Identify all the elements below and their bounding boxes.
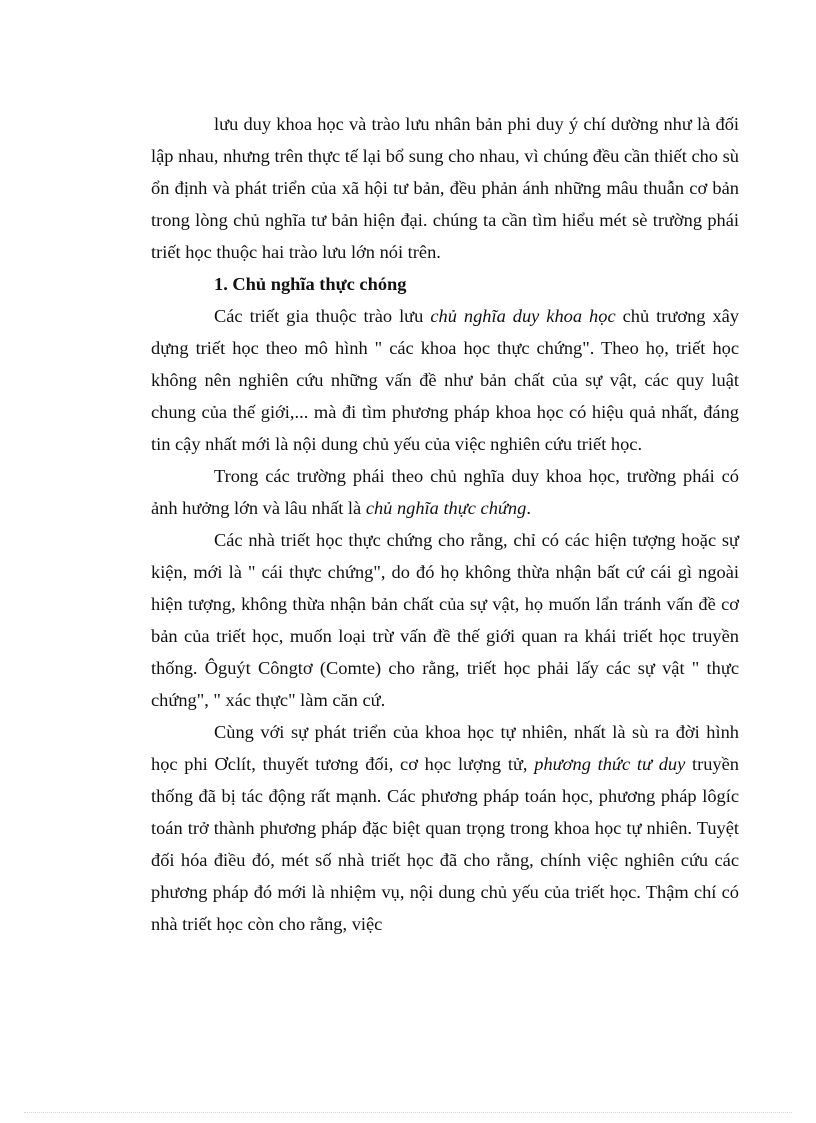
- page-bottom-divider: [24, 1112, 792, 1113]
- paragraph-4: [151, 524, 739, 716]
- paragraph-2-emphasis: chủ nghĩa duy khoa học: [430, 306, 616, 326]
- paragraph-2-text-a: Các triết gia thuộc trào lưu: [214, 306, 431, 326]
- section-heading-text: 1. Chủ nghĩa thực chóng: [214, 274, 407, 294]
- paragraph-5-text-b: truyền thống đã bị tác động rất mạnh. Các phương pháp toán học, phương pháp lôgíc toán trở thành phương pháp đặc biệt quan trọng trong khoa học tự nhiên. Tuyệt đối hóa điều đó, mét số nhà triết học đã cho rằng, chính việc nghiên cứu các phương pháp đó mới là nhiệm vụ, nội dung chủ yếu của triết học. Thậm chí có nhà triết học còn cho rằng, việc: [151, 754, 739, 934]
- paragraph-3-emphasis: chủ nghĩa thực chứng: [365, 498, 527, 518]
- paragraph-1: [151, 108, 739, 268]
- paragraph-3-text-b: .: [526, 498, 531, 518]
- paragraph-5: [151, 716, 739, 940]
- body-text: [151, 108, 739, 940]
- paragraph-4-text: Các nhà triết học thực chứng cho rằng, chỉ có các hiện tượng hoặc sự kiện, mới là " cái thực chứng", do đó họ không thừa nhận bất cứ cái gì ngoài hiện tượng, không thừa nhận bản chất của sự vật, họ muốn lẩn tránh vấn đề cơ bản của triết học, muốn loại trừ vấn đề thế giới quan ra khái triết học truyền thống. Ôguýt Côngtơ (Comte) cho rằng, triết học phải lấy các sự vật " thực chứng", " xác thực" làm căn cứ.: [151, 530, 739, 710]
- paragraph-5-text-a: Cùng với sự phát triển của khoa học tự nhiên, nhất là sù ra đời hình học phi Ơclít, thuyết tương đối, cơ học lượng tử,: [151, 722, 739, 774]
- section-heading: [151, 268, 739, 300]
- paragraph-3-text-a: Trong các trường phái theo chủ nghĩa duy khoa học, trường phái có ảnh hưởng lớn và lâu nhất là: [151, 466, 739, 518]
- paragraph-5-emphasis: phương thức tư duy: [534, 754, 686, 774]
- paragraph-2: [151, 300, 739, 460]
- paragraph-3: [151, 460, 739, 524]
- paragraph-1-text: lưu duy khoa học và trào lưu nhân bản phi duy ý chí dường như là đối lập nhau, nhưng trên thực tế lại bổ sung cho nhau, vì chúng đều cần thiết cho sù ổn định và phát triển của xã hội tư bản, đều phản ánh những mâu thuẫn cơ bản trong lòng chủ nghĩa tư bản hiện đại. chúng ta cần tìm hiểu mét sè trường phái triết học thuộc hai trào lưu lớn nói trên.: [151, 114, 739, 262]
- paragraph-2-text-b: chủ trương xây dựng triết học theo mô hình " các khoa học thực chứng". Theo họ, triết học không nên nghiên cứu những vấn đề như bản chất của sự vật, các quy luật chung của thế giới,... mà đi tìm phương pháp khoa học có hiệu quả nhất, đáng tin cậy nhất mới là nội dung chủ yếu của việc nghiên cứu triết học.: [151, 306, 740, 454]
